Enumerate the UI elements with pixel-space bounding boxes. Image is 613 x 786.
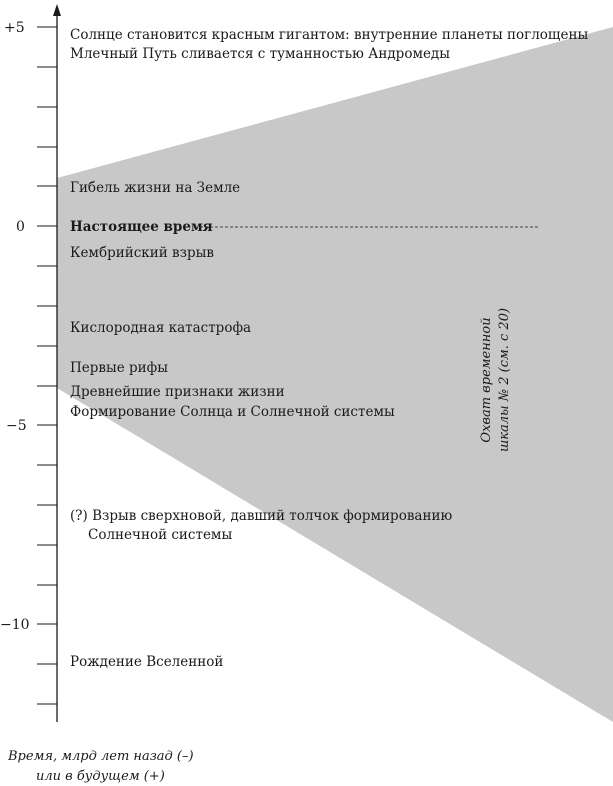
event-red-giant: Солнце становится красным гигантом: внутренние планеты поглощены <box>70 27 589 43</box>
tick-label-minus10: −10 <box>0 617 30 633</box>
axis-arrow-icon <box>53 4 61 16</box>
axis-caption-line2: или в будущем (+) <box>36 769 165 784</box>
event-end-of-life: Гибель жизни на Земле <box>70 180 241 196</box>
event-cambrian-explosion: Кембрийский взрыв <box>70 245 214 261</box>
event-first-reefs: Первые рифы <box>70 360 168 376</box>
event-supernova-line1: (?) Взрыв сверхновой, давший толчок формированию <box>70 508 453 524</box>
event-solar-system-formation: Формирование Солнца и Солнечной системы <box>70 404 395 420</box>
event-andromeda-merger: Млечный Путь сливается с туманностью Андромеды <box>70 46 450 62</box>
event-big-bang: Рождение Вселенной <box>70 654 224 670</box>
event-oxygen-catastrophe: Кислородная катастрофа <box>70 320 252 336</box>
axis-ticks <box>37 27 57 704</box>
tick-label-minus5: −5 <box>6 418 27 434</box>
event-earliest-life: Древнейшие признаки жизни <box>70 384 285 400</box>
event-supernova-line2: Солнечной системы <box>88 527 233 543</box>
coverage-label-line1: Охват временной <box>479 317 494 443</box>
tick-label-plus5: +5 <box>4 20 25 36</box>
event-present-time: Настоящее время <box>70 219 213 235</box>
axis-caption-line1: Время, млрд лет назад (–) <box>8 749 194 764</box>
tick-label-zero: 0 <box>16 219 25 235</box>
coverage-label-line2: шкалы № 2 (см. с 20) <box>497 307 512 453</box>
